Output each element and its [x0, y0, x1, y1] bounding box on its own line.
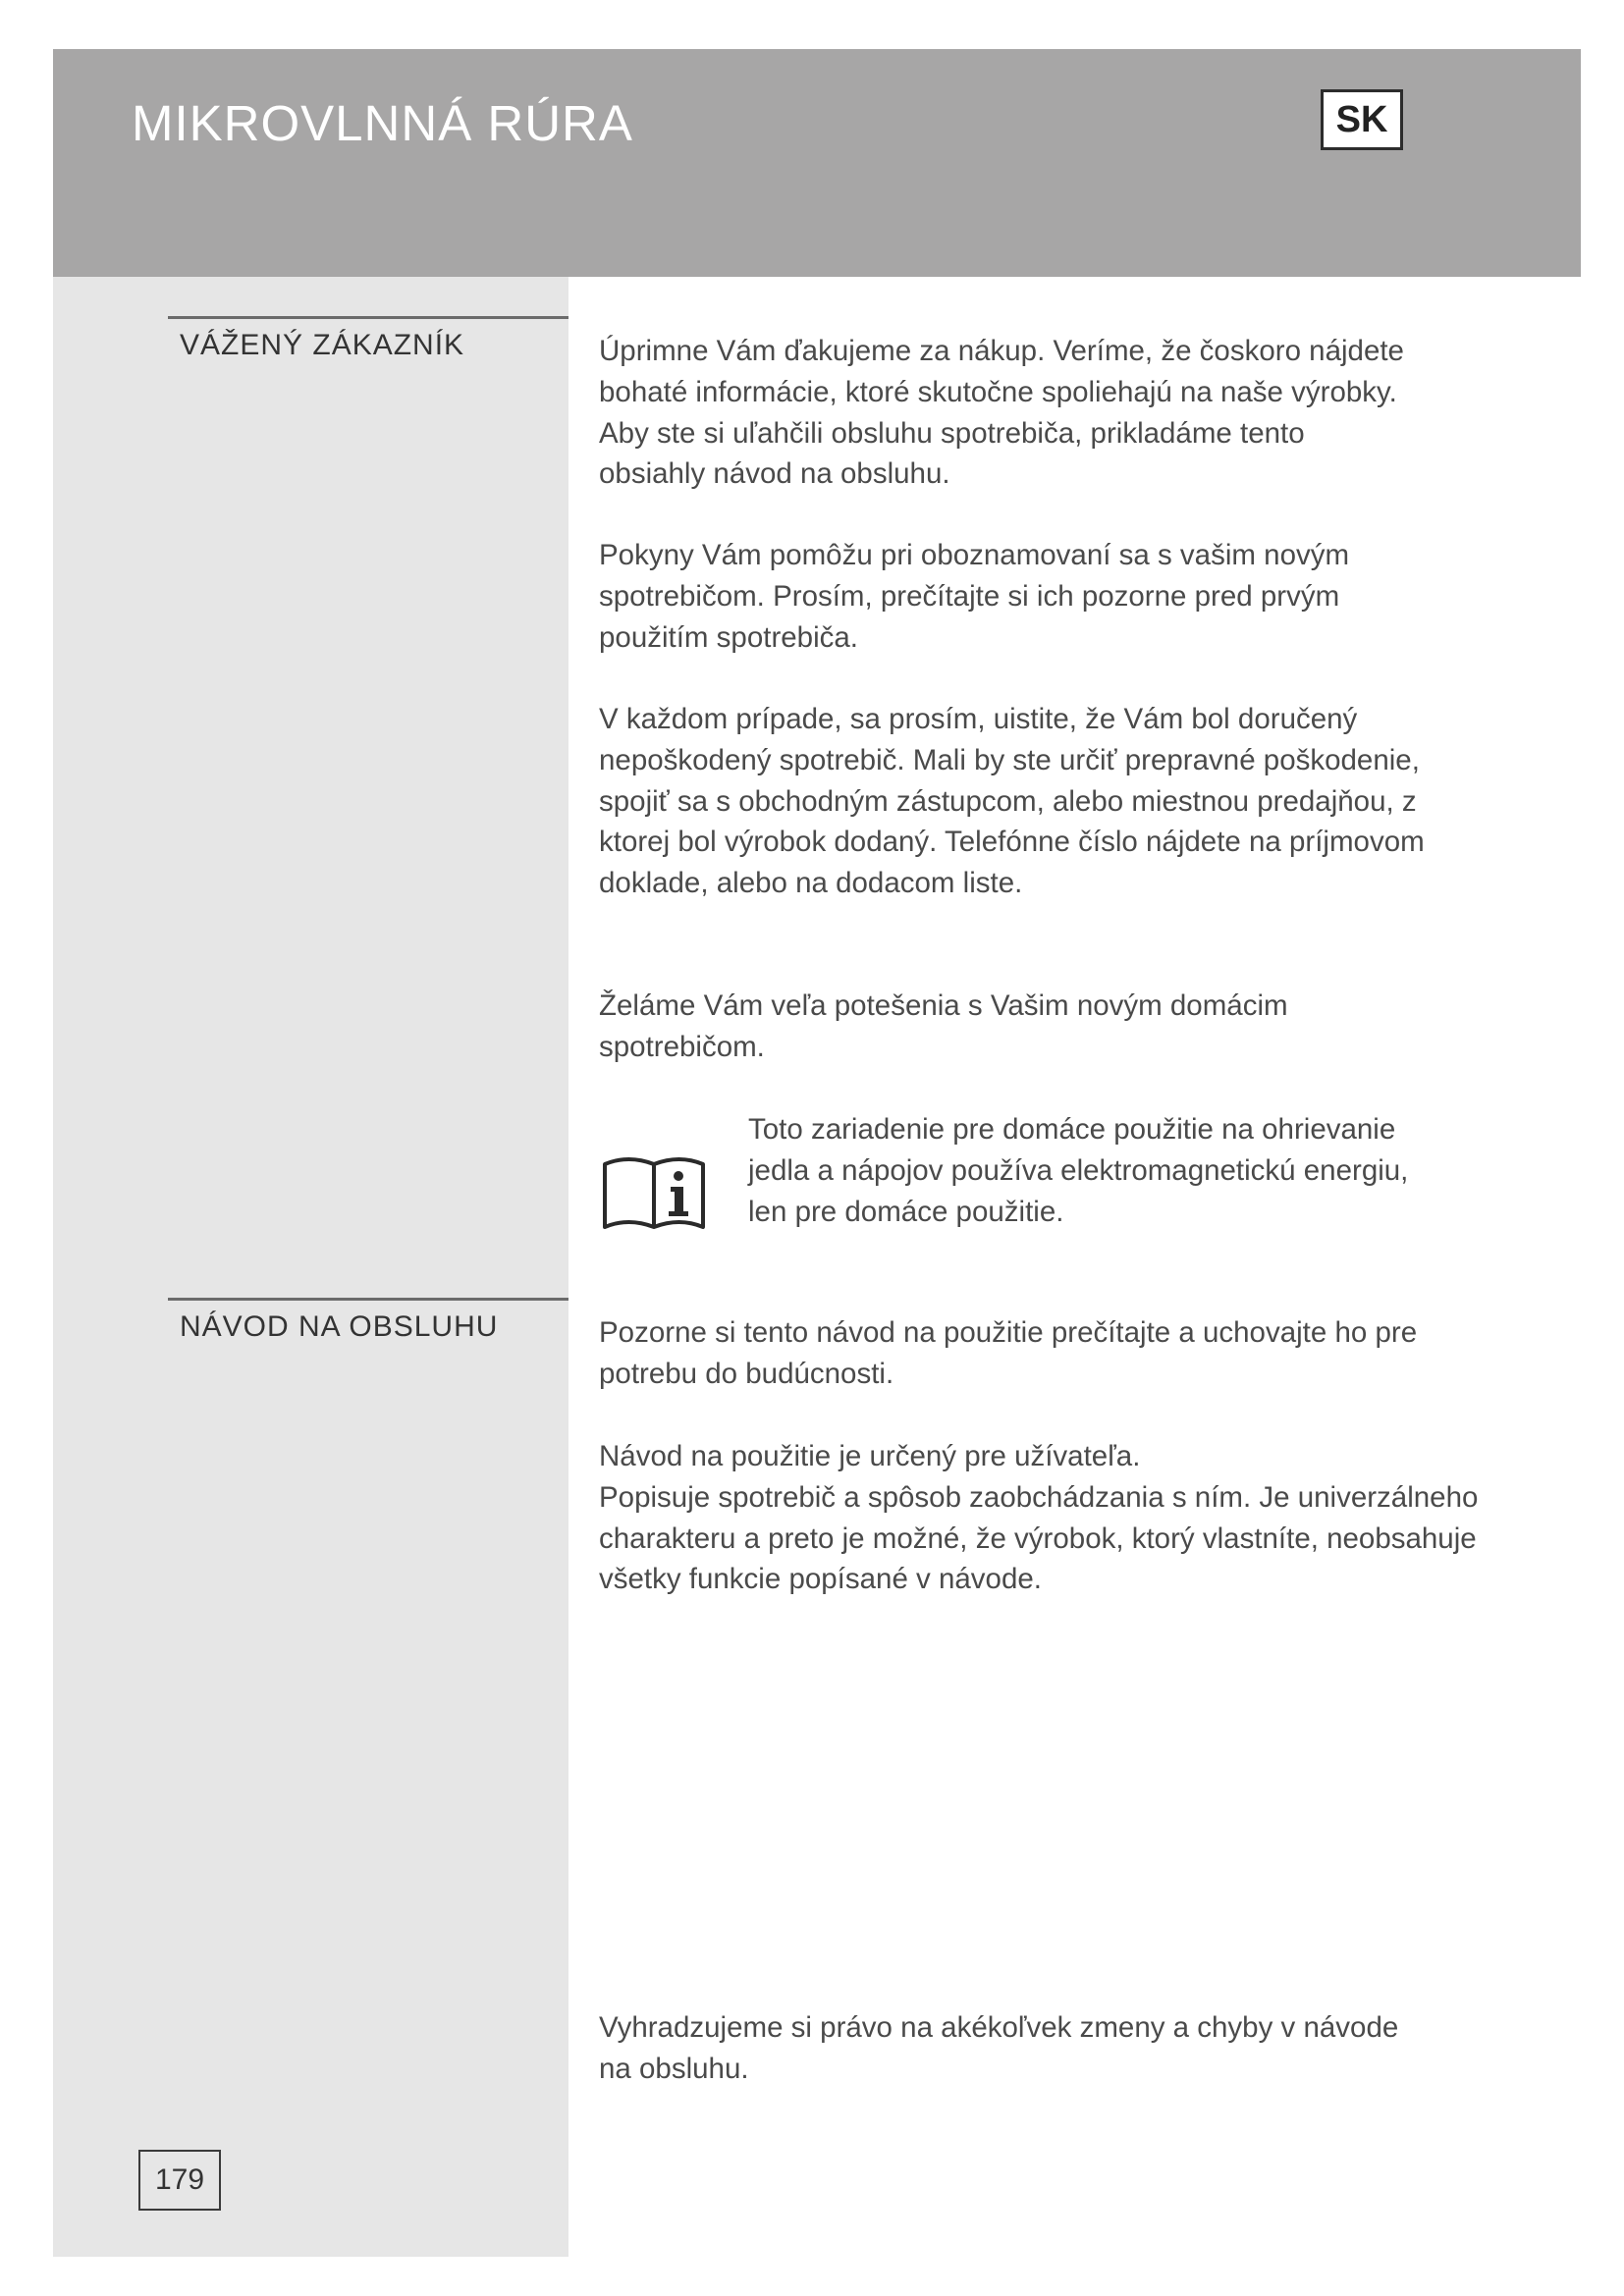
section-heading-customer-label: VÁŽENÝ ZÁKAZNÍK: [180, 329, 465, 361]
manual-paragraph-2-line-1: Návod na použitie je určený pre užívateľa.: [599, 1440, 1141, 1472]
section-heading-manual: [168, 1298, 568, 1344]
customer-paragraph-3: V každom prípade, sa prosím, uistite, že Vám bol doručený nepoškodený spotrebič. Mali by ste určiť prepravné poškodenie, spojiť sa s obchodným zástupcom, alebo miestnou predajňou, z ktorej bol výrobok dodaný. Telefónne číslo nájdete na príjmovom doklade, alebo na dodacom liste.: [599, 703, 1425, 900]
manual-info-icon: [601, 1150, 707, 1233]
manual-paragraph-2: [599, 1436, 1483, 1600]
section-heading-manual-label: NÁVOD NA OBSLUHU: [180, 1310, 499, 1343]
customer-paragraph-4: Želáme Vám veľa potešenia s Vašim novým domácim spotrebičom.: [599, 989, 1288, 1063]
customer-paragraph-2: Pokyny Vám pomôžu pri oboznamovaní sa s vašim novým spotrebičom. Prosím, prečítajte si ich pozorne pred prvým použitím spotrebiča.: [599, 539, 1350, 654]
customer-paragraph-1: Úprimne Vám ďakujeme za nákup. Veríme, že čoskoro nájdete bohaté informácie, ktoré skutočne spoliehajú na naše výrobky. Aby ste si uľahčili obsluhu spotrebiča, prikladáme tento obsiahly návod na obsluhu.: [599, 335, 1404, 491]
page-header: [53, 49, 1581, 277]
manual-paragraph-2-rest: Popisuje spotrebič a spôsob zaobchádzania s ním. Je univerzálneho charakteru a preto je možné, že výrobok, ktorý vlastníte, neobsahuje všetky funkcie popísané v návode.: [599, 1480, 1479, 1596]
notice-text: Toto zariadenie pre domáce použitie na ohrievanie jedla a nápojov používa elektromagnetickú energiu, len pre domáce použitie.: [748, 1113, 1409, 1228]
section-heading-customer: [168, 316, 568, 362]
manual-paragraph-1: Pozorne si tento návod na použitie prečítajte a uchovajte ho pre potrebu do budúcnosti.: [599, 1316, 1418, 1390]
footer-disclaimer: Vyhradzujeme si právo na akékoľvek zmeny a chyby v návode na obsluhu.: [599, 2011, 1399, 2085]
sidebar-column: [53, 277, 568, 2257]
page-number: 179: [138, 2150, 221, 2211]
language-badge: SK: [1321, 89, 1403, 150]
page-title: MIKROVLNNÁ RÚRA: [132, 95, 633, 151]
